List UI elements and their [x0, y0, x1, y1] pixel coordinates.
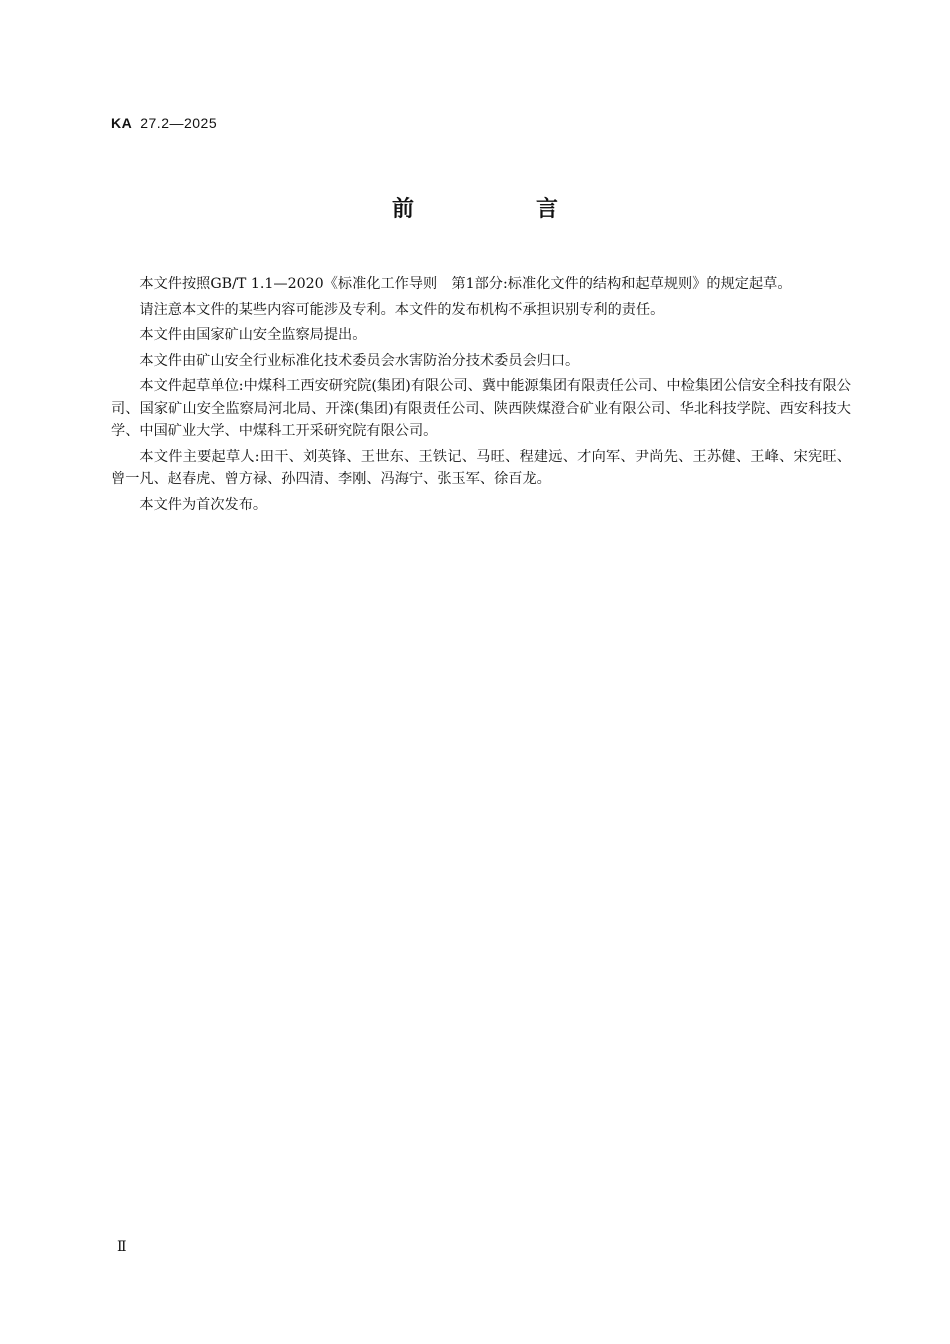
paragraph-drafting-rules: 本文件按照GB/T 1.1—2020《标准化工作导则 第1部分:标准化文件的结构和起草规则》的规定起草。 — [139, 276, 792, 292]
paragraph-drafting-units: 本文件起草单位:中煤科工西安研究院(集团)有限公司、冀中能源集团有限责任公司、中检集团公信安全科技有限公司、国家矿山安全监察局河北局、开滦(集团)有限责任公司、陕西陕煤澄合矿业有限公司、华北科技学院、西安科技大学、中国矿业大学、中煤科工开采研究院有限公司。 — [111, 378, 851, 439]
standard-code-prefix: KA — [111, 115, 133, 131]
foreword-body — [111, 273, 851, 519]
page-title: 前 言 — [391, 197, 608, 222]
paragraph-first-release: 本文件为首次发布。 — [139, 496, 268, 513]
page-number: Ⅱ — [117, 1239, 127, 1255]
paragraph-proposer: 本文件由国家矿山安全监察局提出。 — [139, 327, 367, 343]
paragraph-drafters: 本文件主要起草人:田干、刘英锋、王世东、王铁记、马旺、程建远、才向军、尹尚先、王苏健、王峰、宋宪旺、曾一凡、赵春虎、曾方禄、孙四清、李刚、冯海宁、张玉军、徐百龙。 — [111, 448, 851, 487]
standard-code-number: 27.2—2025 — [140, 115, 218, 131]
paragraph-committee: 本文件由矿山安全行业标准化技术委员会水害防治分技术委员会归口。 — [139, 352, 580, 369]
paragraph-patent-notice: 请注意本文件的某些内容可能涉及专利。本文件的发布机构不承担识别专利的责任。 — [139, 301, 665, 318]
standard-code — [111, 114, 217, 132]
